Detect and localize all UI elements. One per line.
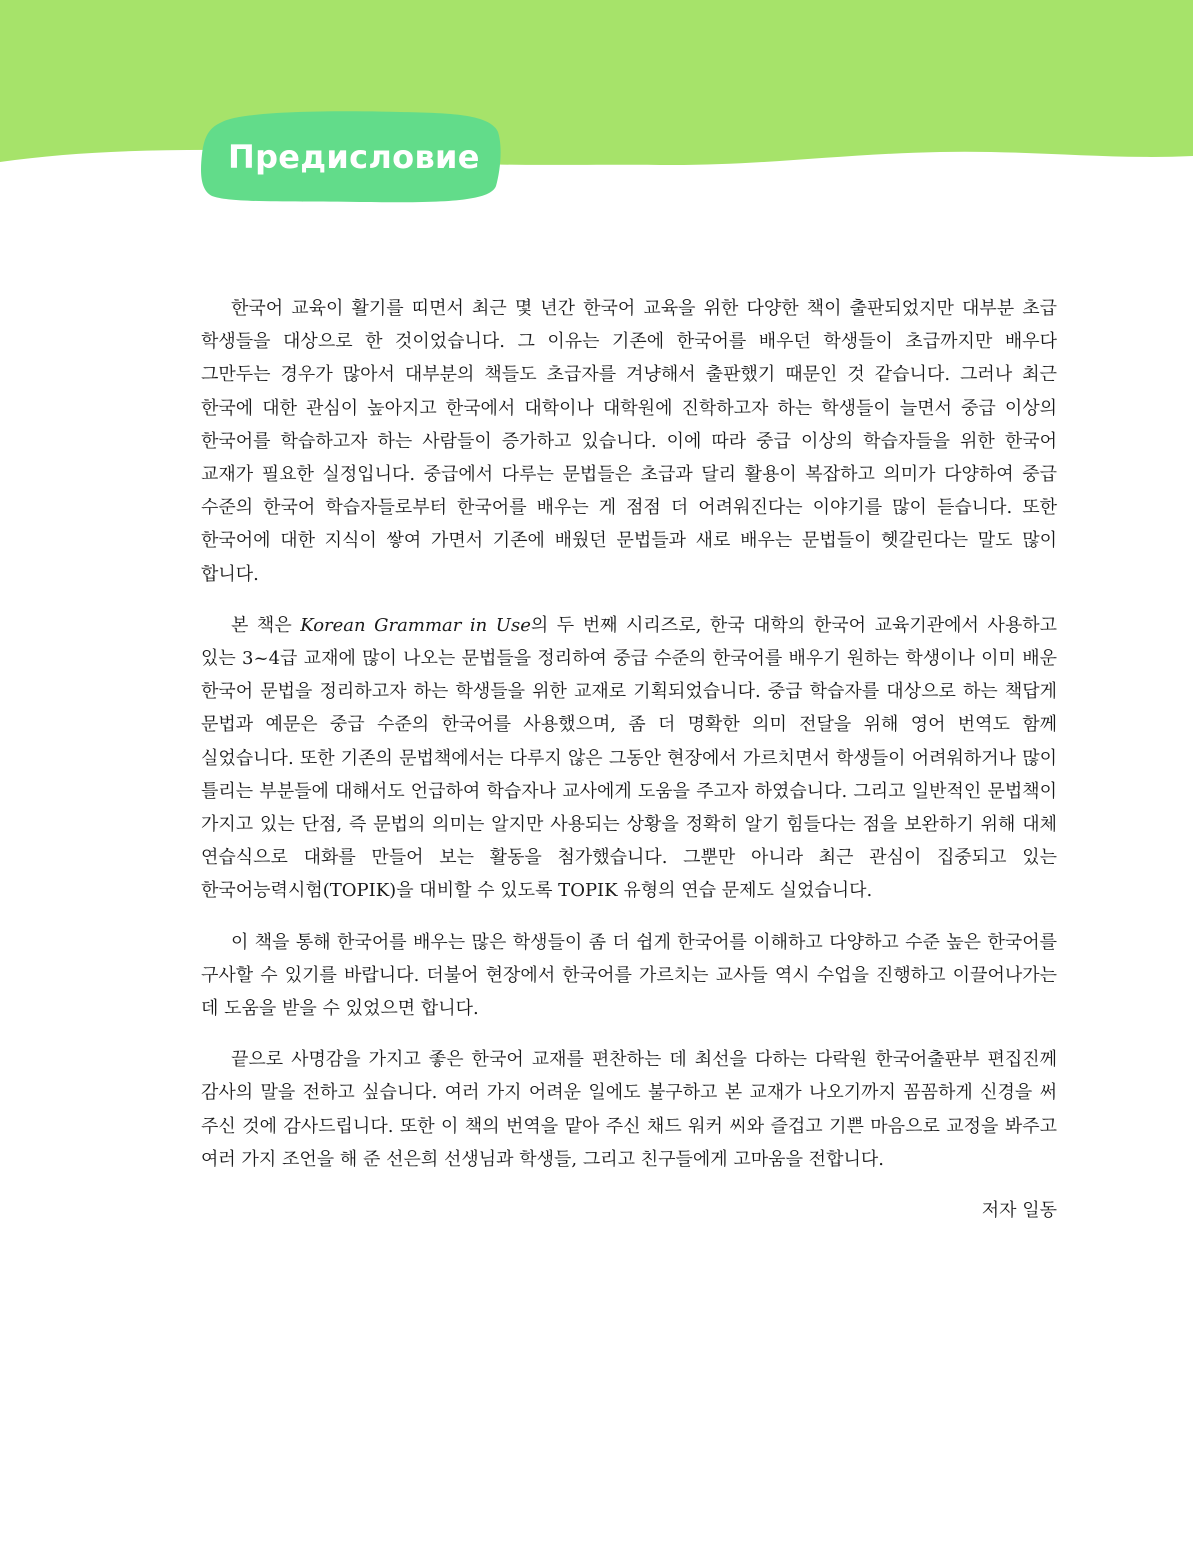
header-green-wave bbox=[0, 0, 1193, 200]
preface-paragraph-2 bbox=[201, 609, 1057, 908]
header-wave-shape bbox=[0, 0, 1193, 165]
preface-paragraph-1: 한국어 교육이 활기를 띠면서 최근 몇 년간 한국어 교육을 위한 다양한 책이 출판되었지만 대부분 초급 학생들을 대상으로 한 것이었습니다. 그 이유는 기존에 한국어를 배우던 학생들이 초급까지만 배우다 그만두는 경우가 많아서 대부분의 책들도 초급자를 겨냥해서 출판했기 때문인 것 같습니다. 그러나 최근 한국에 대한 관심이 높아지고 한국에서 대학이나 대학원에 진학하고자 하는 학생들이 늘면서 중급 이상의 한국어를 학습하고자 하는 사람들이 증가하고 있습니다. 이에 따라 중급 이상의 학습자들을 위한 한국어 교재가 필요한 실정입니다. 중급에서 다루는 문법들은 초급과 달리 활용이 복잡하고 의미가 다양하여 중급 수준의 한국어 학습자들로부터 한국어를 배우는 게 점점 더 어려워진다는 이야기를 많이 듣습니다. 또한 한국어에 대한 지식이 쌓여 가면서 기존에 배웠던 문법들과 새로 배우는 문법들이 헷갈린다는 말도 많이 합니다. bbox=[201, 298, 1057, 585]
p2-prefix: 본 책은 bbox=[231, 614, 301, 636]
book-title: Korean Grammar in Use bbox=[300, 614, 531, 636]
author-signature: 저자 일동 bbox=[981, 1200, 1057, 1222]
preface-paragraph-3: 이 책을 통해 한국어를 배우는 많은 학생들이 좀 더 쉽게 한국어를 이해하고 다양하고 수준 높은 한국어를 구사할 수 있기를 바랍니다. 더불어 현장에서 한국어를 가르치는 교사들 역시 수업을 진행하고 이끌어나가는 데 도움을 받을 수 있었으면 합니다. bbox=[201, 931, 1057, 1020]
preface-paragraph-4: 끝으로 사명감을 가지고 좋은 한국어 교재를 편찬하는 데 최선을 다하는 다락원 한국어출판부 편집진께 감사의 말을 전하고 싶습니다. 여러 가지 어려운 일에도 불구하고 본 교재가 나오기까지 꼼꼼하게 신경을 써 주신 것에 감사드립니다. 또한 이 책의 번역을 맡아 주신 채드 워커 씨와 즐겁고 기쁜 마음으로 교정을 봐주고 여러 가지 조언을 해 준 선은희 선생님과 학생들, 그리고 친구들에게 고마움을 전합니다. bbox=[201, 1049, 1057, 1170]
preface-body bbox=[201, 292, 1057, 1227]
p2-rest: 의 두 번째 시리즈로, 한국 대학의 한국어 교육기관에서 사용하고 있는 3~4급 교재에 많이 나오는 문법들을 정리하여 중급 수준의 한국어를 배우기 원하는 학생이나 이미 배운 한국어 문법을 정리하고자 하는 학생들을 위한 교재로 기획되었습니다. 중급 학습자를 대상으로 하는 책답게 문법과 예문은 중급 수준의 한국어를 사용했으며, 좀 더 명확한 의미 전달을 위해 영어 번역도 함께 실었습니다. 또한 기존의 문법책에서는 다루지 않은 그동안 현장에서 가르치면서 학생들이 어려워하거나 많이 틀리는 부분들에 대해서도 언급하여 학습자나 교사에게 도움을 주고자 하였습니다. 그리고 일반적인 문법책이 가지고 있는 단점, 즉 문법의 의미는 알지만 사용되는 상황을 정확히 알기 힘들다는 점을 보완하기 위해 대체 연습식으로 대화를 만들어 보는 활동을 첨가했습니다. 그뿐만 아니라 최근 관심이 집중되고 있는 한국어능력시험(TOPIK)을 대비할 수 있도록 TOPIK 유형의 연습 문제도 실었습니다. bbox=[201, 614, 1057, 902]
page-title: Предисловие bbox=[228, 138, 480, 176]
